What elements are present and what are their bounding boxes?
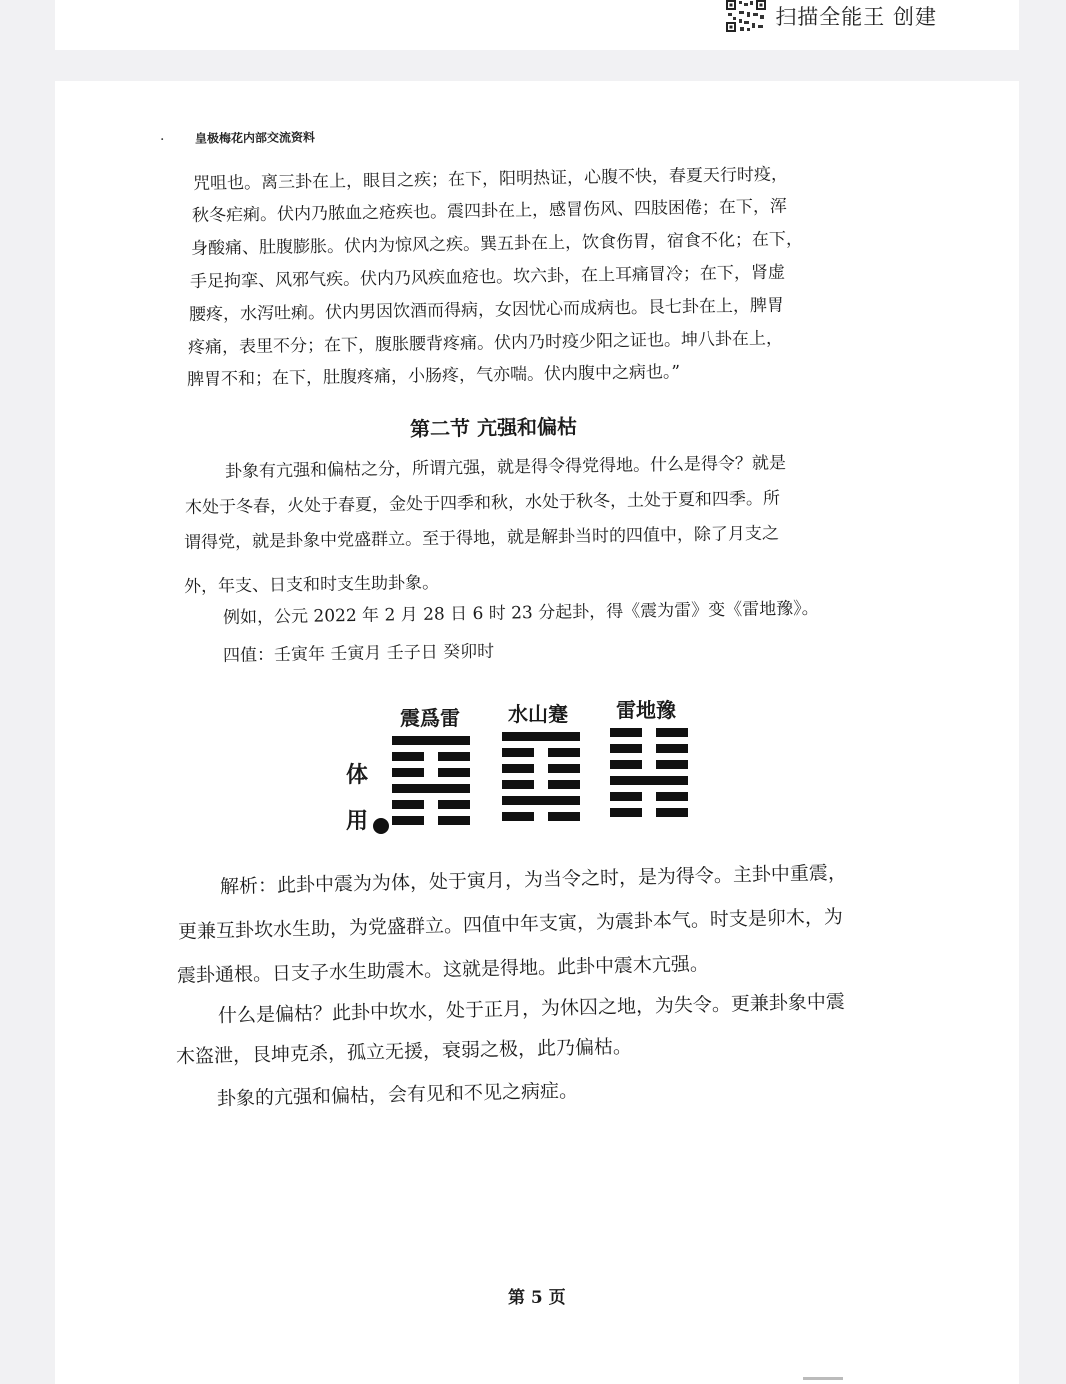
yin-line [392,768,470,777]
text-line: 脾胃不和；在下，肚腹疼痛，小肠疼，气亦喘。伏内腹中之病也。” [186,362,681,390]
hexagram-title: 水山蹇 [508,702,568,726]
yin-line [502,812,580,821]
yin-line [610,744,688,753]
text-line: 卦象的亢强和偏枯，会有见和不见之病症。 [216,1079,579,1110]
yin-line [392,800,470,809]
taiji-icon [373,818,389,834]
four-values-line: 四值：壬寅年 壬寅月 壬子日 癸卯时 [222,641,495,666]
example-line: 例如，公元 2022 年 2 月 28 日 6 时 23 分起卦，得《震为雷》变《雷地豫》。 [222,598,819,628]
text-line: 疼痛，表里不分；在下，腹胀腰背疼痛。伏内乃时疫少阳之证也。坤八卦在上， [187,328,784,358]
text-line: 身酸痛、肚腹膨胀。伏内为惊风之疾。巽五卦在上，饮食伤胃，宿食不化；在下， [190,229,804,259]
page-number: 第 5 页 [508,1288,566,1308]
document-page [55,81,1019,1384]
hexagram [610,728,688,817]
yin-line [392,816,470,825]
yang-line [392,784,470,793]
bottom-mark [803,1377,843,1380]
hexagram-title: 雷地豫 [616,698,676,722]
text-line: 手足拘挛、风邪气疾。伏内乃风疾血疮也。坎六卦，在上耳痛冒冷；在下，肾虚 [189,262,786,292]
yong-label: 用 [346,808,369,834]
yin-line [610,728,688,737]
text-line: 木盗泄，艮坤克杀，孤立无援，衰弱之极，此乃偏枯。 [175,1035,633,1068]
text-line: 谓得党，就是卦象中党盛群立。至于得地，就是解卦当时的四值中，除了月支之 [183,523,780,553]
hexagram [392,736,470,825]
text-line: 木处于冬春，火处于春夏，金处于四季和秋，水处于秋冬，土处于夏和四季。所 [184,488,781,518]
yang-line [502,796,580,805]
yin-line [502,748,580,757]
yang-line [502,732,580,741]
running-header: 皇极梅花内部交流资料 [194,130,316,146]
hexagram [502,732,580,821]
yang-line [610,776,688,785]
text-line: 震卦通根。日支子水生助震木。这就是得地。此卦中震木亢强。 [176,952,710,987]
yin-line [392,752,470,761]
previous-page-strip [55,0,1019,50]
text-line: 腰疼，水泻吐痢。伏内男因饮酒而得病，女因忧心而成病也。艮七卦在上，脾胃 [188,295,785,325]
text-line: 外，年支、日支和时支生助卦象。 [183,572,440,597]
yin-line [502,780,580,789]
yin-line [502,764,580,773]
text-line: 更兼互卦坎水生助，为党盛群立。四值中年支寅，为震卦本气。时支是卯木，为 [177,905,844,943]
text-line: 卦象有亢强和偏枯之分，所谓亢强，就是得令得党得地。什么是得令？就是 [224,453,787,482]
hexagram-title: 震爲雷 [400,706,460,730]
hexagram-figure [340,696,720,846]
qr-code-icon [725,0,767,33]
header-dot: · [160,132,165,148]
text-line: 什么是偏枯？此卦中坎水，处于正月，为休囚之地，为失令。更兼卦象中震 [217,990,846,1027]
brand-text: 扫描全能王 创建 [775,5,937,29]
text-line: 解析：此卦中震为为体，处于寅月，为当令之时，是为得令。主卦中重震， [219,861,848,898]
yin-line [610,760,688,769]
section-title: 第二节 亢强和偏枯 [409,414,578,441]
yin-line [610,808,688,817]
text-line: 咒咀也。离三卦在上，眼目之疾；在下，阳明热证，心腹不快，春夏天行时疫， [192,164,789,194]
ti-label: 体 [346,762,369,788]
text-line: 秋冬疟痢。伏内乃脓血之疮疾也。震四卦在上，感冒伤风、四肢困倦；在下，浑 [191,196,788,226]
yang-line [392,736,470,745]
yin-line [610,792,688,801]
scanner-brand [725,0,937,32]
